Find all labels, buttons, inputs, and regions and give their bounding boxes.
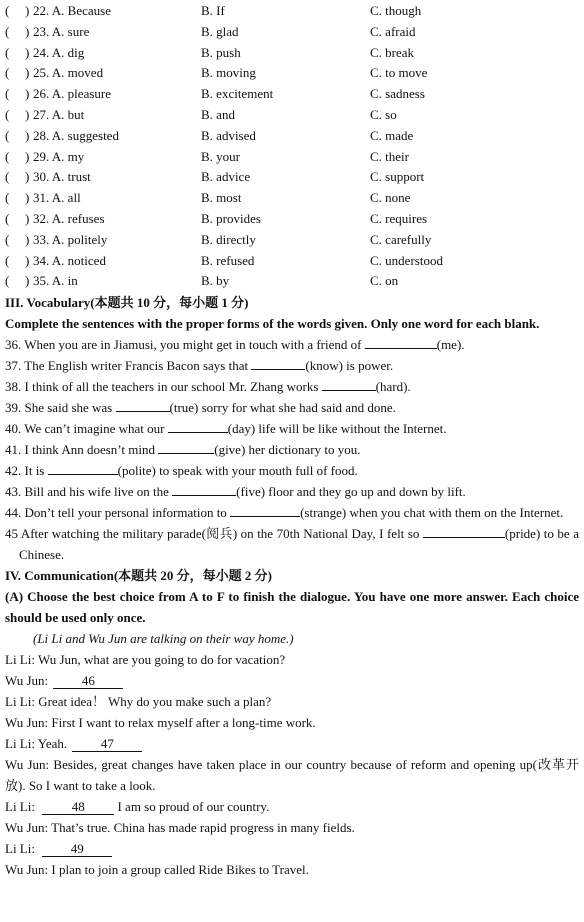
option-c: C. their <box>370 148 409 164</box>
vocabulary-items <box>5 334 579 565</box>
question-number-and-option-a: 31. A. all <box>33 190 81 206</box>
question-number-and-option-a: 23. A. sure <box>33 23 90 39</box>
answer-blank[interactable] <box>116 399 170 412</box>
word-hint: (know) is power. <box>305 358 394 374</box>
vocabulary-sentence <box>5 397 579 418</box>
question-number-and-option-a: 22. A. Because <box>33 3 111 18</box>
option-b: B. your <box>201 148 240 164</box>
sentence-text: 43. Bill and his wife live on the <box>5 484 173 500</box>
option-c: C. support <box>370 169 425 185</box>
vocabulary-sentence <box>5 439 579 460</box>
answer-blank[interactable] <box>365 336 437 349</box>
option-b: B. If <box>201 3 225 18</box>
communication-instruction: (A) Choose the best choice from A to F to finish the dialogue. You have one more answer. Each choice should be used only once. <box>5 589 579 626</box>
dialogue-line-1: Li Li: Wu Jun, what are you going to do for vacation? <box>5 652 286 668</box>
option-b: B. and <box>201 106 235 122</box>
option-b: B. refused <box>201 252 255 268</box>
option-c: C. afraid <box>370 23 416 39</box>
question-number-and-option-a: 26. A. pleasure <box>33 86 111 102</box>
answer-blank-46[interactable]: 46 <box>53 673 123 689</box>
vocabulary-sentence <box>5 418 579 439</box>
dialogue-line-2 <box>5 670 579 691</box>
speaker-li-li: Li Li: Yeah. <box>5 736 71 752</box>
cloze-question-row: ( ) 22. A. Because B. If C. though <box>5 1 579 22</box>
dialogue-line-4: Wu Jun: First I want to relax myself after a long-time work. <box>5 715 316 731</box>
sentence-text: 36. When you are in Jiamusi, you might get in touch with a friend of <box>5 337 365 353</box>
word-hint: (true) sorry for what she had said and done. <box>169 400 396 416</box>
answer-blank-47[interactable]: 47 <box>72 736 142 752</box>
answer-blank-49[interactable]: 49 <box>42 841 112 857</box>
question-number-and-option-a: 24. A. dig <box>33 44 85 60</box>
dialogue-line-6: Wu Jun: Besides, great changes have taken place in our country because of reform and opening up(改革开放). So I want to take a look. <box>5 757 579 794</box>
question-number-and-option-a: 34. A. noticed <box>33 252 106 268</box>
option-b: B. directly <box>201 231 256 247</box>
dialogue-line-5 <box>5 733 579 754</box>
word-hint: (hard). <box>375 379 411 395</box>
cloze-question-row: ( ) 28. A. suggested B. advised C. made <box>5 126 579 147</box>
sentence-text: 44. Don’t tell your personal information to <box>5 505 231 521</box>
cloze-question-row: ( ) 34. A. noticed B. refused C. understood <box>5 251 579 272</box>
word-hint: (me). <box>436 337 465 353</box>
option-c: C. break <box>370 44 415 60</box>
cloze-question-row: ( ) 33. A. politely B. directly C. carefully <box>5 230 579 251</box>
cloze-question-row: ( ) 25. A. moved B. moving C. to move <box>5 63 579 84</box>
option-c: C. on <box>370 273 399 289</box>
cloze-question-row: ( ) 23. A. sure B. glad C. afraid <box>5 22 579 43</box>
sentence-text: 45 After watching the military parade(阅兵) on the 70th National Day, I felt so <box>5 526 423 542</box>
option-c: C. none <box>370 190 411 206</box>
option-c: C. made <box>370 127 414 143</box>
option-c: C. though <box>370 3 422 18</box>
word-hint: (five) floor and they go up and down by lift. <box>236 484 466 500</box>
question-number-and-option-a: 25. A. moved <box>33 65 104 81</box>
dialogue-scene: (Li Li and Wu Jun are talking on their way home.) <box>33 631 294 647</box>
vocabulary-sentence <box>5 376 579 397</box>
cloze-question-row: ( ) 30. A. trust B. advice C. support <box>5 167 579 188</box>
option-b: B. excitement <box>201 86 274 102</box>
communication-heading: IV. Communication(本题共 20 分，每小题 2 分) <box>5 568 272 584</box>
answer-blank[interactable] <box>322 378 376 391</box>
option-c: C. so <box>370 106 397 122</box>
vocabulary-sentence <box>5 502 579 523</box>
option-b: B. advised <box>201 127 256 143</box>
cloze-question-row: ( ) 32. A. refuses B. provides C. requires <box>5 209 579 230</box>
answer-blank-48[interactable]: 48 <box>42 799 114 815</box>
sentence-text: 42. It is <box>5 463 48 479</box>
vocabulary-sentence <box>5 523 579 565</box>
word-hint: (strange) when you chat with them on the Internet. <box>300 505 564 521</box>
option-b: B. by <box>201 273 230 289</box>
option-c: C. carefully <box>370 231 432 247</box>
speaker-wu-jun: Wu Jun: <box>5 673 52 689</box>
option-b: B. provides <box>201 210 261 226</box>
dialogue-line-9 <box>5 838 579 859</box>
worksheet-page <box>5 1 579 880</box>
cloze-question-row: ( ) 35. A. in B. by C. on <box>5 271 579 292</box>
answer-blank[interactable] <box>251 357 305 370</box>
dialogue-line-8: Wu Jun: That’s true. China has made rapid progress in many fields. <box>5 820 355 836</box>
speaker-li-li: Li Li: <box>5 799 39 815</box>
option-b: B. moving <box>201 65 256 81</box>
cloze-question-row: ( ) 27. A. but B. and C. so <box>5 105 579 126</box>
sentence-text: 40. We can’t imagine what our <box>5 421 168 437</box>
speaker-li-li: Li Li: <box>5 841 39 857</box>
option-c: C. sadness <box>370 86 425 102</box>
answer-blank[interactable] <box>168 420 228 433</box>
dialogue-line-7-text: I am so proud of our country. <box>114 799 270 815</box>
question-number-and-option-a: 28. A. suggested <box>33 127 119 143</box>
cloze-options-list <box>5 1 579 292</box>
vocabulary-sentence <box>5 334 579 355</box>
question-number-and-option-a: 29. A. my <box>33 148 85 164</box>
cloze-question-row: ( ) 26. A. pleasure B. excitement C. sadness <box>5 84 579 105</box>
option-b: B. glad <box>201 23 239 39</box>
question-number-and-option-a: 35. A. in <box>33 273 78 289</box>
option-b: B. push <box>201 44 241 60</box>
dialogue-line-10: Wu Jun: I plan to join a group called Ride Bikes to Travel. <box>5 862 309 878</box>
option-b: B. most <box>201 190 242 206</box>
word-hint: (day) life will be like without the Internet. <box>227 421 447 437</box>
cloze-question-row: ( ) 24. A. dig B. push C. break <box>5 43 579 64</box>
word-hint: (polite) to speak with your mouth full of food. <box>117 463 358 479</box>
option-b: B. advice <box>201 169 251 185</box>
word-hint: (pride) to be a Chinese. <box>19 526 579 563</box>
dialogue-line-3: Li Li: Great idea！ Why do you make such a plan? <box>5 694 272 710</box>
answer-blank[interactable] <box>230 504 300 517</box>
answer-blank[interactable] <box>48 462 118 475</box>
dialogue <box>5 649 579 880</box>
dialogue-line-7 <box>5 796 579 817</box>
option-c: C. requires <box>370 210 428 226</box>
sentence-text: 37. The English writer Francis Bacon says that <box>5 358 252 374</box>
question-number-and-option-a: 33. A. politely <box>33 231 108 247</box>
cloze-question-row: ( ) 31. A. all B. most C. none <box>5 188 579 209</box>
word-hint: (give) her dictionary to you. <box>214 442 361 458</box>
vocabulary-sentence <box>5 481 579 502</box>
vocabulary-heading: III. Vocabulary(本题共 10 分，每小题 1 分) <box>5 295 249 311</box>
cloze-question-row: ( ) 29. A. my B. your C. their <box>5 147 579 168</box>
question-number-and-option-a: 27. A. but <box>33 106 85 122</box>
sentence-text: 41. I think Ann doesn’t mind <box>5 442 159 458</box>
answer-blank[interactable] <box>172 483 236 496</box>
sentence-text: 39. She said she was <box>5 400 116 416</box>
answer-blank[interactable] <box>423 525 505 538</box>
question-number-and-option-a: 32. A. refuses <box>33 210 105 226</box>
vocabulary-sentence <box>5 460 579 481</box>
answer-blank[interactable] <box>158 441 214 454</box>
question-number-and-option-a: 30. A. trust <box>33 169 91 185</box>
option-c: C. to move <box>370 65 428 81</box>
vocabulary-sentence <box>5 355 579 376</box>
vocabulary-instruction: Complete the sentences with the proper forms of the words given. Only one word for each blank. <box>5 316 540 332</box>
sentence-text: 38. I think of all the teachers in our school Mr. Zhang works <box>5 379 322 395</box>
option-c: C. understood <box>370 252 443 268</box>
